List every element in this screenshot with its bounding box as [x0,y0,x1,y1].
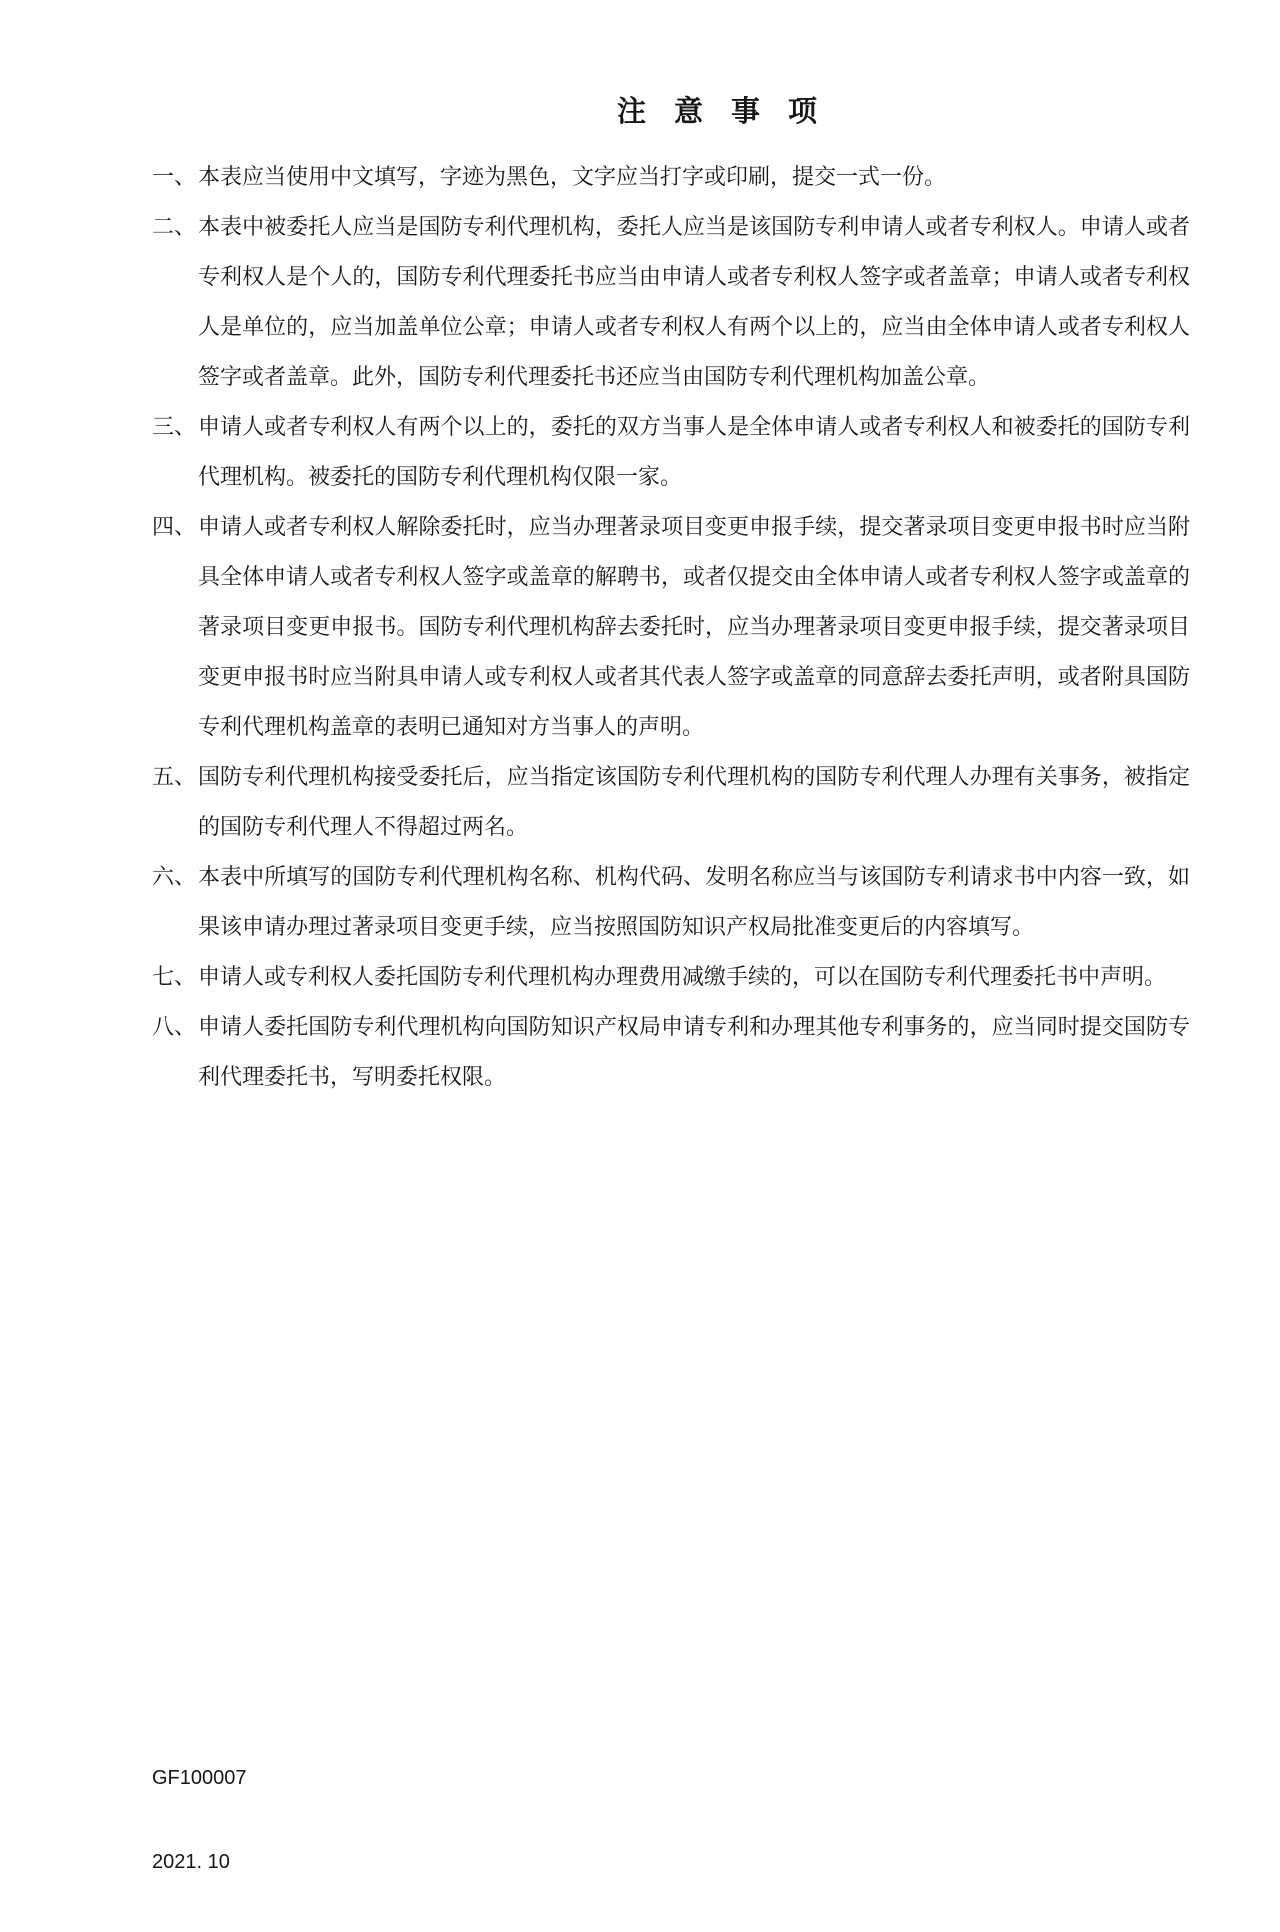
note-item-7 [152,952,1190,1002]
note-item-8-text: 申请人委托国防专利代理机构向国防知识产权局申请专利和办理其他专利事务的，应当同时提交国防专利代理委托书，写明委托权限。 [198,1014,1190,1089]
note-item-3-text: 申请人或者专利权人有两个以上的，委托的双方当事人是全体申请人或者专利权人和被委托的国防专利代理机构。被委托的国防专利代理机构仅限一家。 [198,414,1190,489]
note-item-2-text: 本表中被委托人应当是国防专利代理机构，委托人应当是该国防专利申请人或者专利权人。申请人或者专利权人是个人的，国防专利代理委托书应当由申请人或者专利权人签字或者盖章；申请人或者专利权人是单位的，应当加盖单位公章；申请人或者专利权人有两个以上的，应当由全体申请人或者专利权人签字或者盖章。此外，国防专利代理委托书还应当由国防专利代理机构加盖公章。 [198,214,1190,389]
note-item-3 [152,402,1190,502]
form-code: GF100007 [152,1767,247,1789]
note-item-5 [152,752,1190,852]
note-item-4 [152,502,1190,752]
note-item-1 [152,152,1190,202]
notes-list [152,152,1190,1102]
note-item-7-number: 七、 [152,964,197,989]
note-item-1-text: 本表应当使用中文填写，字迹为黑色，文字应当打字或印刷，提交一式一份。 [198,164,947,189]
note-item-6-text: 本表中所填写的国防专利代理机构名称、机构代码、发明名称应当与该国防专利请求书中内容一致，如果该申请办理过著录项目变更手续，应当按照国防知识产权局批准变更后的内容填写。 [198,864,1190,939]
note-item-3-number: 三、 [152,414,197,439]
note-item-4-text: 申请人或者专利权人解除委托时，应当办理著录项目变更申报手续，提交著录项目变更申报书时应当附具全体申请人或者专利权人签字或盖章的解聘书，或者仅提交由全体申请人或者专利权人签字或盖章的著录项目变更申报书。国防专利代理机构辞去委托时，应当办理著录项目变更申报手续，提交著录项目变更申报书时应当附具申请人或专利权人或者其代表人签字或盖章的同意辞去委托声明，或者附具国防专利代理机构盖章的表明已通知对方当事人的声明。 [198,514,1190,739]
page-title: 注意事项 [617,96,846,128]
note-item-8 [152,1002,1190,1102]
note-item-5-text: 国防专利代理机构接受委托后，应当指定该国防专利代理机构的国防专利代理人办理有关事务，被指定的国防专利代理人不得超过两名。 [198,764,1190,839]
note-item-7-text: 申请人或专利权人委托国防专利代理机构办理费用减缴手续的，可以在国防专利代理委托书中声明。 [198,964,1167,989]
note-item-4-number: 四、 [152,514,197,539]
note-item-8-number: 八、 [152,1014,197,1039]
note-item-6-number: 六、 [152,864,197,889]
note-item-2 [152,202,1190,402]
note-item-2-number: 二、 [152,214,197,239]
note-item-5-number: 五、 [152,764,197,789]
form-date: 2021. 10 [152,1851,230,1873]
note-item-1-number: 一、 [152,164,197,189]
note-item-6 [152,852,1190,952]
page-footer [152,1708,247,1932]
